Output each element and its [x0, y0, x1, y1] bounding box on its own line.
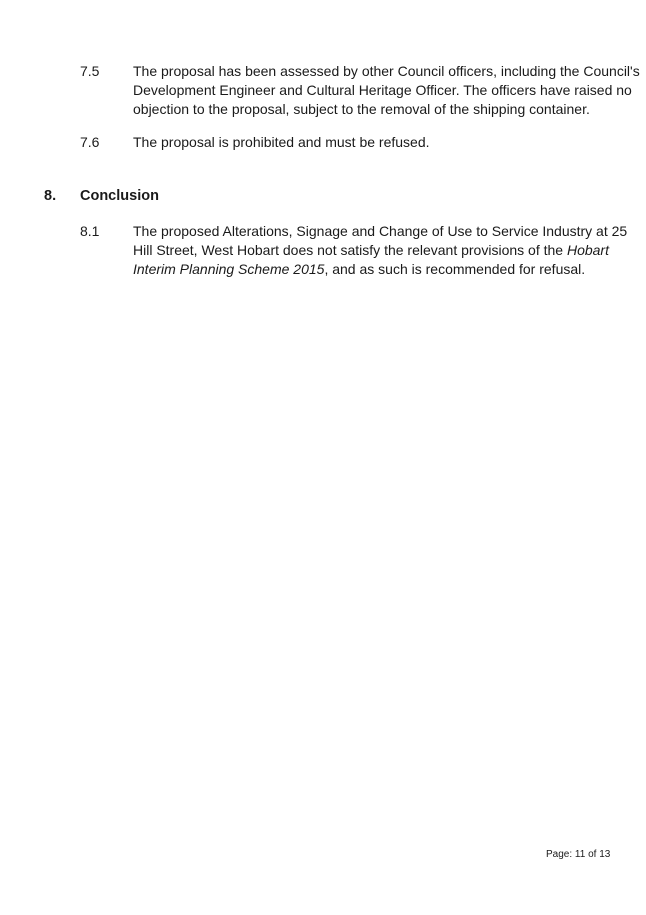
planning-scheme-title-part-2: Interim Planning Scheme 2015 [133, 261, 325, 277]
paragraph-number-8-1: 8.1 [80, 223, 100, 239]
paragraph-7-6-text: The proposal is prohibited and must be refused. [133, 134, 430, 150]
paragraph-8-1-line-1: The proposed Alterations, Signage and Change of Use to Service Industry at 25 [133, 223, 628, 239]
planning-scheme-title-part-1: Hobart [566, 242, 609, 258]
paragraph-7-5 [133, 62, 640, 119]
paragraph-7-5-line-3: objection to the proposal, subject to the removal of the shipping container. [133, 101, 590, 117]
page-number-footer: Page: 11 of 13 [546, 849, 611, 860]
section-8-heading: Conclusion [80, 188, 159, 204]
paragraph-7-6 [133, 133, 608, 152]
paragraph-8-1-line-3-text: , and as such is recommended for refusal. [324, 261, 586, 277]
paragraph-7-5-line-2: Development Engineer and Cultural Heritage Officer. The officers have raised no [133, 82, 632, 98]
paragraph-8-1 [133, 222, 628, 279]
paragraph-8-1-line-2-text: Hill Street, West Hobart does not satisfy the relevant provisions of the [133, 242, 567, 258]
paragraph-number-7-6: 7.6 [80, 134, 100, 150]
paragraph-8-1-line-2 [133, 241, 608, 260]
section-8-number: 8. [44, 188, 57, 204]
paragraph-8-1-line-3 [133, 260, 608, 279]
paragraph-number-7-5: 7.5 [80, 63, 100, 79]
paragraph-7-5-line-1: The proposal has been assessed by other Council officers, including the Council's [133, 63, 640, 79]
